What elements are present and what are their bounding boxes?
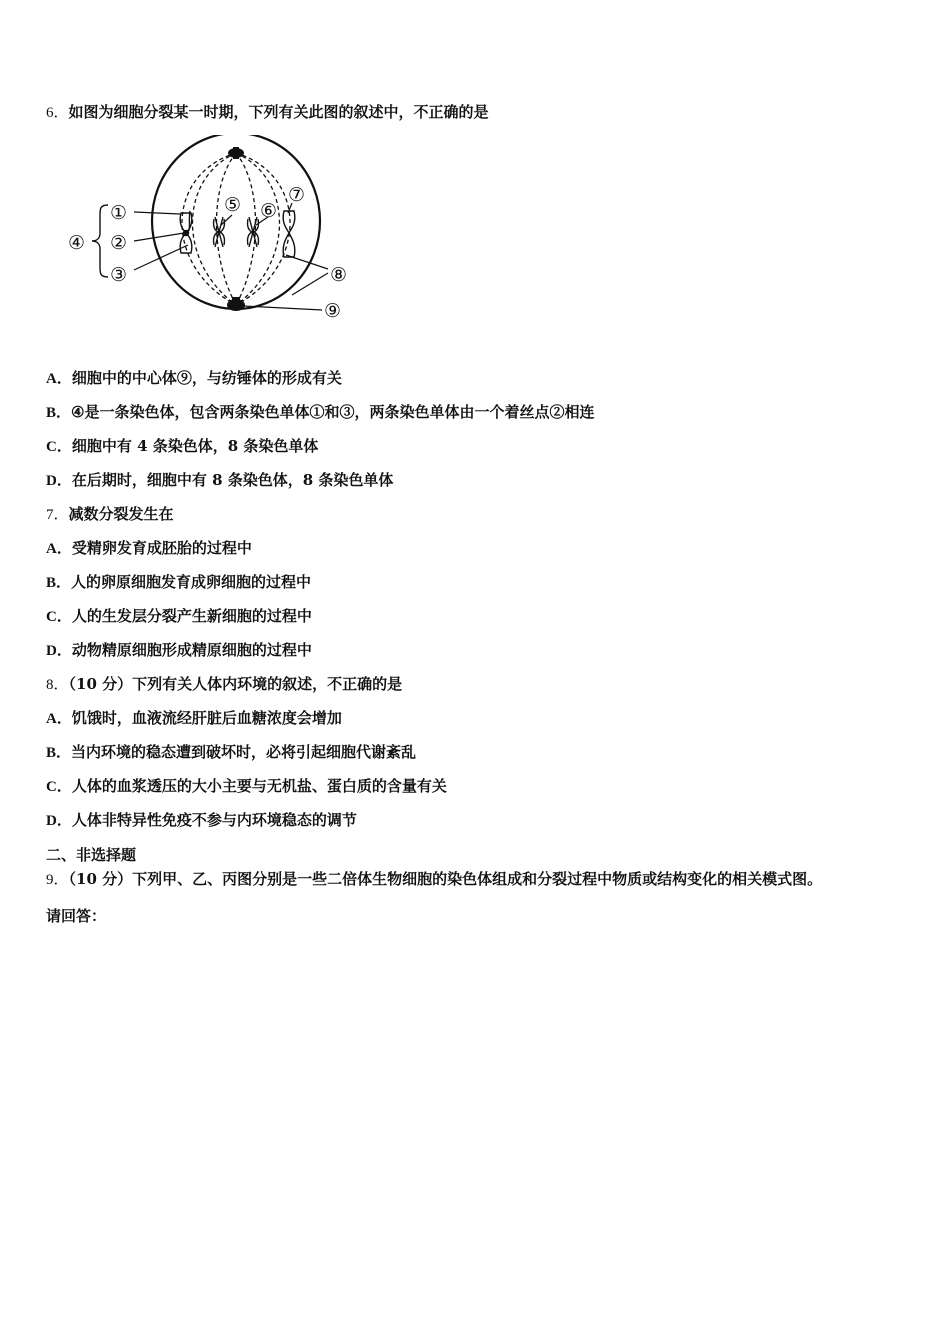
q6-option-b: B．④是一条染色体，包含两条染色单体①和③，两条染色单体由一个着丝点②相连 — [46, 403, 595, 421]
question-text: 减数分裂发生在 — [68, 505, 174, 523]
chromosome-2 — [214, 217, 225, 247]
question-8-stem — [46, 674, 402, 695]
question-number: 7． — [46, 507, 69, 523]
question-7-stem — [46, 504, 174, 525]
question-9-stem — [46, 869, 822, 890]
answer-prompt: 请回答： — [46, 907, 107, 925]
question-number: 6． — [46, 105, 69, 121]
label-3: ③ — [110, 264, 128, 286]
centriole-top — [228, 147, 244, 159]
cell-division-figure — [60, 135, 370, 335]
label-5: ⑤ — [224, 194, 242, 216]
label-8: ⑧ — [330, 264, 348, 286]
q7-option-a: A．受精卵发育成胚胎的过程中 — [46, 539, 252, 557]
label-1: ① — [110, 202, 128, 224]
q8-option-a: A．饥饿时，血液流经肝脏后血糖浓度会增加 — [46, 709, 342, 727]
question-number: 8． — [46, 677, 69, 693]
question-text: （10 分）下列甲、乙、丙图分别是一些二倍体生物细胞的染色体组成和分裂过程中物质或结构变化的相关模式图。 — [68, 870, 823, 888]
q8-option-b: B．当内环境的稳态遭到破坏时，必将引起细胞代谢紊乱 — [46, 743, 417, 761]
label-4: ④ — [68, 232, 86, 254]
question-6-stem — [46, 102, 489, 123]
question-text: 如图为细胞分裂某一时期，下列有关此图的叙述中，不正确的是 — [68, 103, 489, 121]
question-number: 9． — [46, 872, 69, 888]
centriole-bottom — [227, 297, 245, 311]
section-heading: 二、非选择题 — [46, 846, 137, 864]
label-2: ② — [110, 232, 128, 254]
leader-lines — [134, 203, 328, 310]
spindle-fibers — [182, 153, 290, 305]
q7-option-b: B．人的卵原细胞发育成卵细胞的过程中 — [46, 573, 312, 591]
q6-option-a: A．细胞中的中心体⑨，与纺锤体的形成有关 — [46, 369, 342, 387]
q6-option-d: D．在后期时，细胞中有 8 条染色体，8 条染色单体 — [46, 471, 394, 489]
label-6: ⑥ — [260, 200, 278, 222]
q7-option-c: C．人的生发层分裂产生新细胞的过程中 — [46, 607, 312, 625]
figure-labels — [68, 184, 347, 322]
question-text: （10 分）下列有关人体内环境的叙述，不正确的是 — [68, 675, 403, 693]
q7-option-d: D．动物精原细胞形成精原细胞的过程中 — [46, 641, 312, 659]
label-7: ⑦ — [288, 184, 306, 206]
chromosome-3 — [248, 217, 259, 247]
q8-option-d: D．人体非特异性免疫不参与内环境稳态的调节 — [46, 811, 357, 829]
q8-option-c: C．人体的血浆透压的大小主要与无机盐、蛋白质的含量有关 — [46, 777, 447, 795]
label-9: ⑨ — [324, 300, 342, 322]
brace — [92, 205, 108, 277]
q6-option-c: C．细胞中有 4 条染色体，8 条染色单体 — [46, 437, 319, 455]
